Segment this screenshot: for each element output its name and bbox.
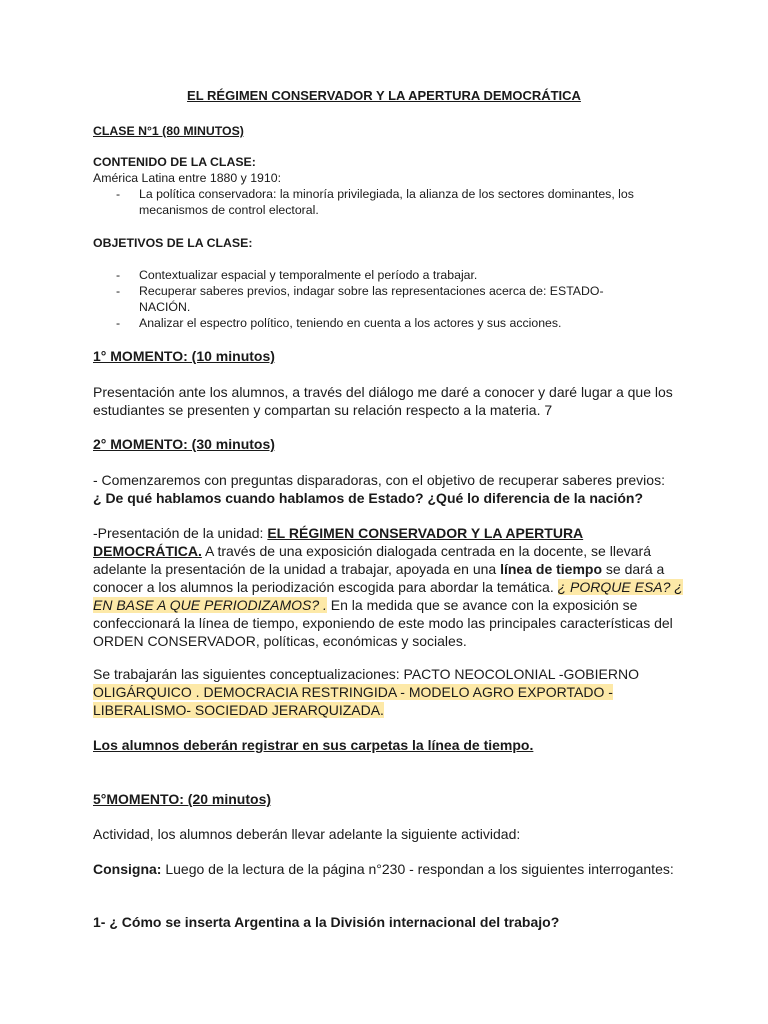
periodization-question: ¿ PORQUE ESA? ¿ EN BASE A QUE PERIODIZAMOS? . — [93, 579, 683, 613]
moment5-consigna — [93, 860, 683, 878]
moment5-heading: 5°MOMENTO: (20 minutos) — [93, 791, 272, 807]
moment2-presentation — [93, 524, 683, 650]
concepts-highlight: OLIGÁRQUICO . DEMOCRACIA RESTRINGIDA - MODELO AGRO EXPORTADO - LIBERALISMO- SOCIEDAD JERARQUIZADA. — [93, 684, 613, 718]
list-item: - Contextualizar espacial y temporalmente el período a trabajar. — [93, 267, 673, 283]
consigna-text: Luego de la lectura de la página n°230 - respondan a los siguientes interrogantes: — [161, 861, 674, 877]
presentation-lead: -Presentación de la unidad: — [93, 525, 268, 541]
moment5-intro: Actividad, los alumnos deberán llevar adelante la siguiente actividad: — [93, 826, 521, 842]
moment2-instruction: Los alumnos deberán registrar en sus carpetas la línea de tiempo. — [93, 737, 534, 753]
presentation-body-3: En la medida que se avance con la exposición se confeccionará la línea de tiempo, exponiendo de este modo las principales características del ORDEN CONSERVADOR, políticas, económicas y sociales. — [93, 597, 673, 649]
concepts-lead: Se trabajarán las siguientes conceptualizaciones: PACTO NEOCOLONIAL -GOBIERNO — [93, 666, 639, 682]
presentation-body-2: se dará a conocer a los alumnos la periodización escogida para abordar la temática. — [93, 561, 665, 595]
moment5-question-1: 1- ¿ Cómo se inserta Argentina a la División internacional del trabajo? — [93, 914, 560, 930]
class-number: CLASE N°1 (80 MINUTOS) — [93, 124, 244, 138]
moment2-question: ¿ De qué hablamos cuando hablamos de Estado? ¿Qué lo diferencia de la nación? — [93, 490, 643, 506]
objectives-list — [93, 267, 673, 331]
moment1-heading: 1° MOMENTO: (10 minutos) — [93, 348, 275, 364]
content-subtitle: América Latina entre 1880 y 1910: — [93, 171, 281, 185]
moment2-intro: - Comenzaremos con preguntas disparadoras, con el objetivo de recuperar saberes previos: — [93, 472, 665, 488]
content-list — [93, 186, 673, 218]
moment2-heading: 2° MOMENTO: (30 minutos) — [93, 436, 275, 452]
consigna-label: Consigna: — [93, 861, 162, 877]
document-title: EL RÉGIMEN CONSERVADOR Y LA APERTURA DEMOCRÁTICA — [187, 88, 581, 103]
list-item: - Analizar el espectro político, teniendo en cuenta a los actores y sus acciones. — [93, 315, 673, 331]
objectives-heading: OBJETIVOS DE LA CLASE: — [93, 236, 253, 250]
moment1-text: Presentación ante los alumnos, a través del diálogo me daré a conocer y daré lugar a que los estudiantes se presenten y compartan su relación respecto a la materia. 7 — [93, 384, 673, 418]
list-item: - La política conservadora: la minoría privilegiada, la alianza de los sectores dominantes, los mecanismos de control electoral. — [93, 186, 673, 218]
unit-title: EL RÉGIMEN CONSERVADOR Y LA APERTURA DEMOCRÁTICA. — [93, 525, 584, 559]
timeline-term: línea de tiempo — [500, 561, 603, 577]
moment2-concepts — [93, 665, 683, 719]
presentation-body-1: A través de una exposición dialogada centrada en la docente, se llevará adelante la presentación de la unidad a trabajar, apoyada en una — [93, 543, 651, 577]
content-heading: CONTENIDO DE LA CLASE: — [93, 155, 256, 169]
list-item: - Recuperar saberes previos, indagar sobre las representaciones acerca de: ESTADO-NACIÓN. — [93, 283, 619, 315]
